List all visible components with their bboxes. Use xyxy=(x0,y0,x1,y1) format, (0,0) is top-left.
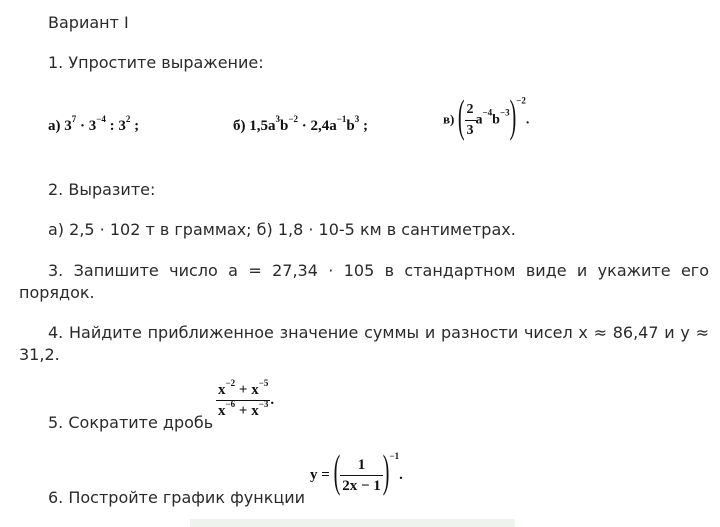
task-3-line-2: порядок. xyxy=(19,283,95,302)
task-1c-label: в) xyxy=(443,111,455,127)
task-6-function: y = ( $\frac{1}{2x - 1}$ )$^{-1}$. xyxy=(310,446,403,498)
task-4-line-2: 31,2. xyxy=(19,345,60,364)
task-2-body: а) 2,5 · 102 т в граммах; б) 1,8 · 10-5 км в сантиметрах. xyxy=(48,220,516,239)
task-1a-expression: а) $3^7 \cdot 3^{-4}$ : $3^2$ ; xyxy=(48,114,140,134)
task-4-line-1: 4. Найдите приближенное значение суммы и разности чисел x ≈ 86,47 и y ≈ xyxy=(48,323,709,342)
task-5-text: 5. Сократите дробь xyxy=(48,413,214,432)
task-1-heading: 1. Упростите выражение: xyxy=(48,53,264,72)
task-1a-label: а) xyxy=(48,118,61,134)
task-1b-label: б) xyxy=(233,118,246,134)
task-1c-expression: в) ( $\frac{2}{3}$ $a^{-4}b^{-3})^{-2}$. xyxy=(443,91,530,143)
task-3-line-1: 3. Запишите число a = 27,34 · 105 в стандартном виде и укажите его xyxy=(48,261,709,280)
task-5-fraction: $\frac{x^{-2} + x^{-5}}{x^{-6} + x^{-3}}$ . xyxy=(218,378,275,419)
task-1b-expression: б) $1,5a^3b^{-2} \cdot 2,4a^{-1}b^3$ ; xyxy=(233,114,368,134)
bottom-highlight-strip xyxy=(190,519,515,527)
task-2-heading: 2. Выразите: xyxy=(48,180,156,199)
variant-title: Вариант I xyxy=(48,13,129,32)
task-6-text: 6. Постройте график функции xyxy=(48,488,306,507)
